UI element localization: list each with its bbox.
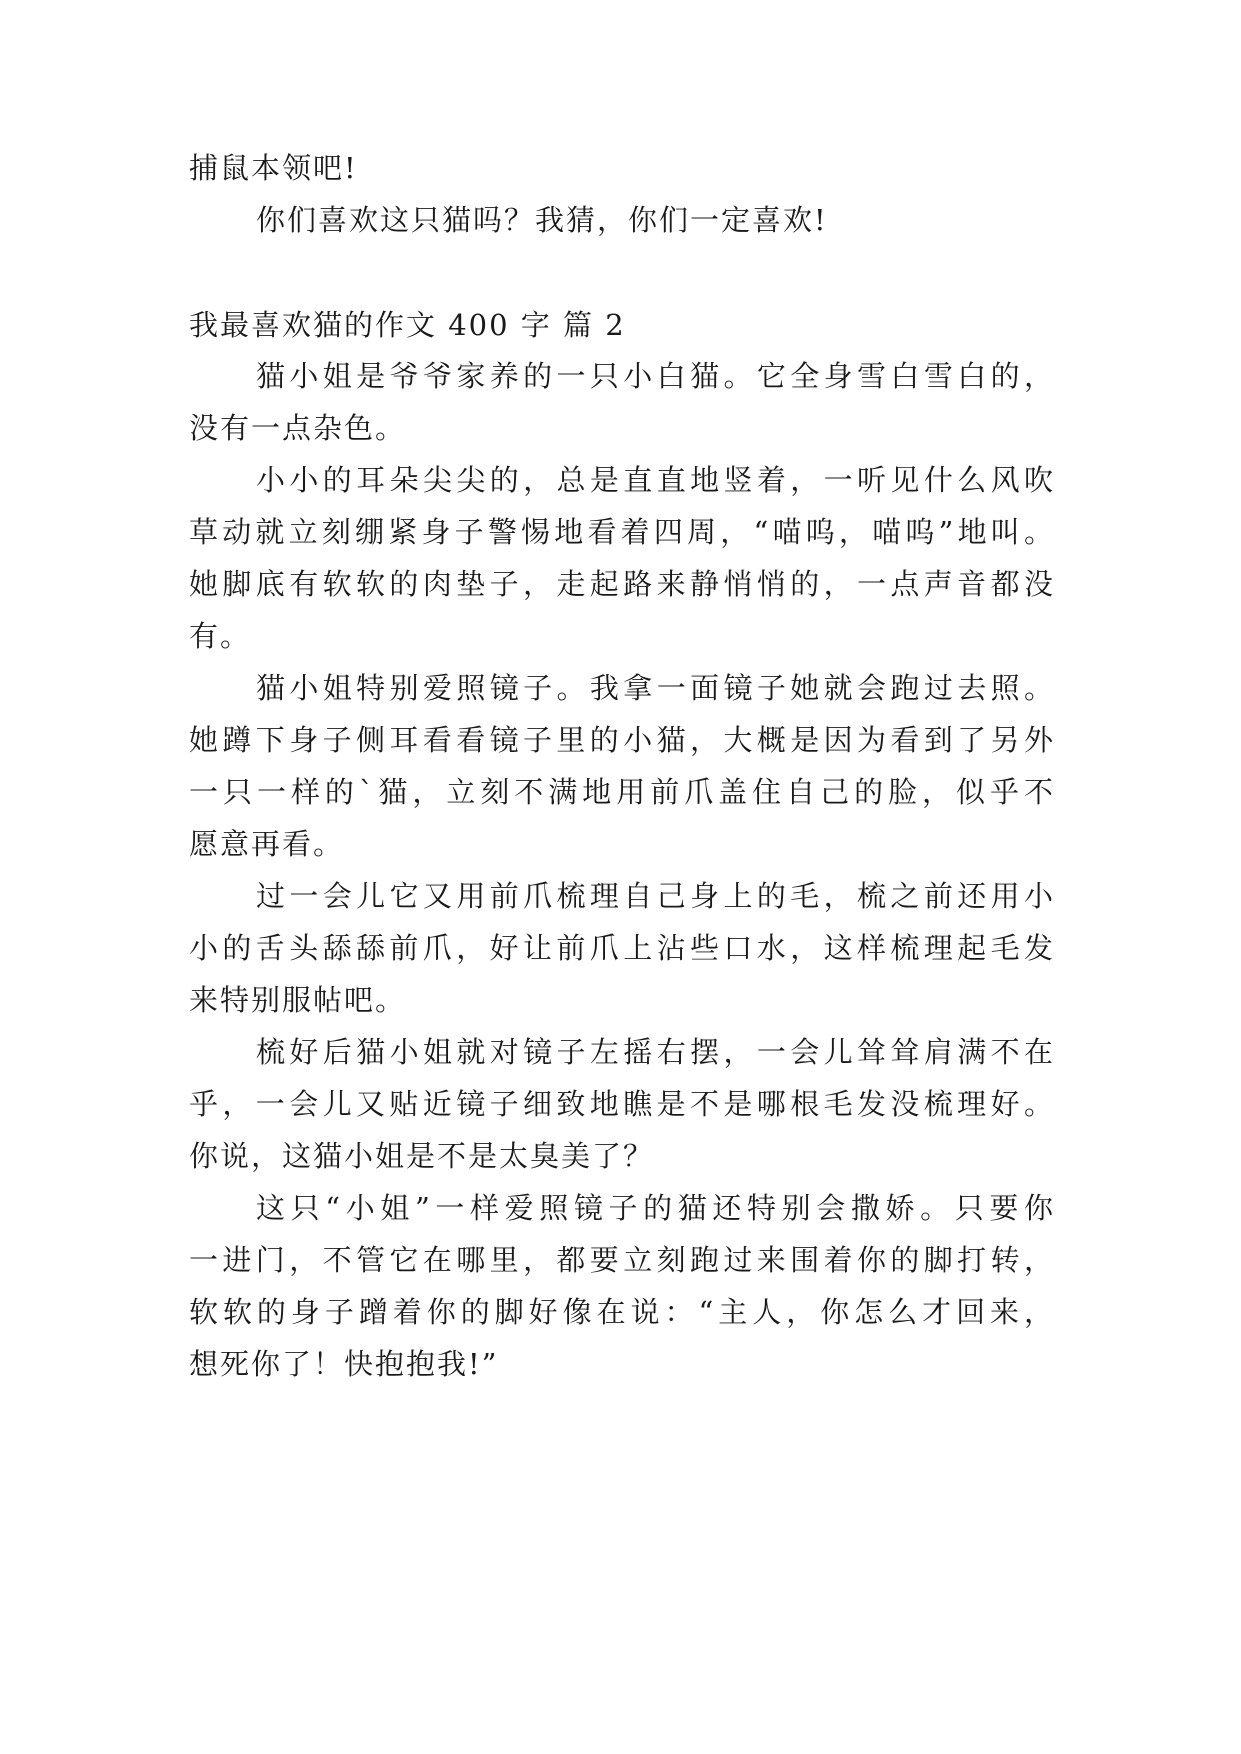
text-line: 愿意再看。 xyxy=(189,827,345,861)
text-line: 捕鼠本领吧! xyxy=(189,151,358,185)
text-line: 来特别服帖吧。 xyxy=(189,983,407,1017)
text-line: 没有一点杂色。 xyxy=(189,411,407,445)
text-line: 你们喜欢这只猫吗？我猜，你们一定喜欢! xyxy=(256,203,828,237)
section-heading: 我最喜欢猫的作文 400 字 篇 2 xyxy=(189,308,626,342)
text-line: 有。 xyxy=(189,619,252,653)
text-line: 梳好后猫小姐就对镜子左摇右摆，一会儿耸耸肩满不在 xyxy=(256,1035,1053,1069)
text-line: 她蹲下身子侧耳看看镜子里的小猫，大概是因为看到了另外 xyxy=(189,723,1053,757)
text-line: 一进门，不管它在哪里，都要立刻跑过来围着你的脚打转， xyxy=(189,1243,1053,1277)
text-line: 乎，一会儿又贴近镜子细致地瞧是不是哪根毛发没梳理好。 xyxy=(189,1087,1053,1121)
text-line: 软软的身子蹭着你的脚好像在说：“主人，你怎么才回来， xyxy=(189,1295,1053,1329)
text-line: 猫小姐特别爱照镜子。我拿一面镜子她就会跑过去照。 xyxy=(256,671,1053,705)
text-line: 她脚底有软软的肉垫子，走起路来静悄悄的，一点声音都没 xyxy=(189,567,1053,601)
text-line: 这只“小姐”一样爱照镜子的猫还特别会撒娇。只要你 xyxy=(256,1191,1053,1225)
text-line: 过一会儿它又用前爪梳理自己身上的毛，梳之前还用小 xyxy=(256,879,1053,913)
text-line: 一只一样的`猫，立刻不满地用前爪盖住自己的脸，似乎不 xyxy=(189,775,1053,809)
text-line: 草动就立刻绷紧身子警惕地看着四周，“喵呜，喵呜”地叫。 xyxy=(189,515,1053,549)
text-line: 小的舌头舔舔前爪，好让前爪上沾些口水，这样梳理起毛发 xyxy=(189,931,1053,965)
text-line: 小小的耳朵尖尖的，总是直直地竖着，一听见什么风吹 xyxy=(256,463,1053,497)
text-line: 你说，这猫小姐是不是太臭美了？ xyxy=(189,1139,655,1173)
text-line: 猫小姐是爷爷家养的一只小白猫。它全身雪白雪白的， xyxy=(256,359,1053,393)
text-line: 想死你了！快抱抱我!” xyxy=(189,1347,499,1381)
